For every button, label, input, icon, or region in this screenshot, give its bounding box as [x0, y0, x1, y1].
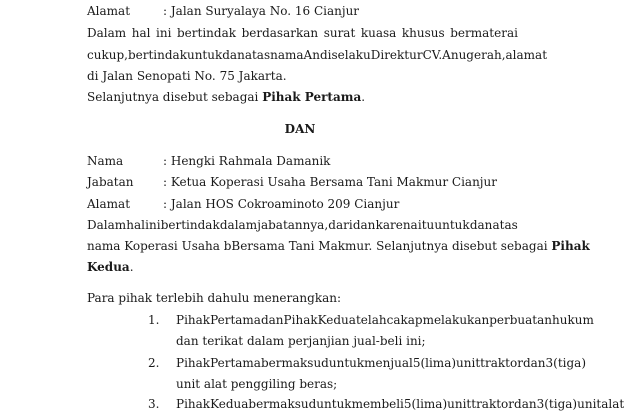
word: traktor: [480, 356, 523, 370]
word: Pihak: [176, 356, 211, 370]
nama-value: : Hengki Rahmala Damanik: [163, 154, 331, 168]
word: (lima): [411, 397, 448, 411]
para2-line3-suffix: .: [129, 260, 134, 274]
word: karena: [375, 218, 418, 232]
item1-line2: dan terikat dalam perjanjian jual-beli ini;: [176, 334, 426, 348]
word: dalam: [219, 218, 258, 232]
word: Pertama: [210, 356, 261, 370]
word: dan: [352, 218, 376, 232]
alamat-value: : Jalan Suryalaya No. 16 Cianjur: [163, 4, 360, 18]
word: 5: [412, 356, 421, 370]
alamat-label: Alamat: [87, 4, 131, 18]
word: itu: [417, 218, 435, 232]
word: jabatannya,: [257, 218, 329, 232]
word: dan: [514, 397, 537, 411]
word: unit: [447, 397, 472, 411]
word: untuk: [316, 397, 352, 411]
item2-number: 2.: [148, 356, 160, 370]
word: (lima): [420, 356, 457, 370]
word: 5: [403, 397, 412, 411]
dan-heading: DAN: [284, 122, 316, 136]
word: untuk: [186, 48, 223, 62]
para1-line4: [87, 89, 365, 105]
word: dari: [328, 218, 353, 232]
word: cakap: [386, 313, 423, 327]
word: untuk: [434, 218, 470, 232]
para1-line1: [87, 25, 518, 41]
item1-line1: [176, 312, 594, 328]
word: hukum: [552, 313, 594, 327]
word: Direktur: [370, 48, 423, 62]
word: traktor: [471, 397, 515, 411]
alamat2-value: : Jalan HOS Cokroaminoto 209 Cianjur: [163, 197, 400, 211]
item1-number: 1.: [148, 313, 160, 327]
word: berdasarkan: [241, 26, 319, 40]
word: unit: [456, 356, 481, 370]
word: ini: [145, 218, 161, 232]
word: membeli: [351, 397, 404, 411]
word: cukup,: [87, 48, 128, 62]
word: unit: [577, 397, 602, 411]
jabatan-value: : Ketua Koperasi Usaha Bersama Tani Makmur Cianjur: [163, 175, 497, 189]
word: kuasa: [360, 26, 397, 40]
word: alamat: [505, 48, 548, 62]
word: bermaksud: [248, 397, 317, 411]
para2-line2: [87, 238, 590, 254]
word: bertindak: [127, 48, 187, 62]
word: (tiga): [553, 356, 587, 370]
word: Andi: [303, 48, 332, 62]
jabatan-label: Jabatan: [87, 175, 134, 189]
item2-line2: unit alat penggiling beras;: [176, 377, 338, 391]
word: Pihak: [283, 313, 318, 327]
word: menjual: [364, 356, 413, 370]
item3-number: 3.: [148, 397, 160, 411]
word: ini: [156, 26, 172, 40]
kedua-label: Kedua: [87, 260, 130, 274]
nama-label: Nama: [87, 154, 124, 168]
word: bermaterai: [450, 26, 518, 40]
word: bermaksud: [260, 356, 329, 370]
word: dan: [222, 48, 245, 62]
word: bertindak: [176, 26, 236, 40]
word: hal: [126, 218, 146, 232]
word: atas: [244, 48, 271, 62]
pihak-pertama-label: Pihak Pertama: [262, 90, 362, 104]
word: Kedua: [317, 313, 356, 327]
word: nama: [270, 48, 304, 62]
word: selaku: [331, 48, 371, 62]
word: Pihak: [176, 313, 211, 327]
word: 3: [536, 397, 545, 411]
word: untuk: [328, 356, 365, 370]
alamat2-label: Alamat: [87, 197, 131, 211]
item3-line1: [176, 396, 624, 412]
word: hal: [131, 26, 151, 40]
word: surat: [323, 26, 356, 40]
para2-line3: [87, 259, 134, 275]
para1-line2: [87, 47, 548, 63]
word: 3: [545, 356, 554, 370]
word: perbuatan: [489, 313, 553, 327]
word: Pertama: [210, 313, 261, 327]
word: dan: [469, 218, 493, 232]
word: CV.: [422, 48, 443, 62]
intro-text: Para pihak terlebih dahulu menerangkan:: [87, 291, 342, 305]
word: Dalam: [87, 218, 127, 232]
para1-line4-suffix: .: [361, 90, 366, 104]
item2-line1: [176, 355, 587, 371]
word: melakukan: [422, 313, 490, 327]
word: Kedua: [210, 397, 249, 411]
word: dan: [260, 313, 284, 327]
word: bertindak: [160, 218, 220, 232]
para1-line3: di Jalan Senopati No. 75 Jakarta.: [87, 69, 287, 83]
word: (tiga): [544, 397, 578, 411]
word: khusus: [401, 26, 445, 40]
word: alat: [601, 397, 624, 411]
word: Dalam: [87, 26, 127, 40]
word: Pihak: [176, 397, 211, 411]
word: dan: [522, 356, 546, 370]
word: Anugerah,: [442, 48, 506, 62]
para2-line2-prefix: nama Koperasi Usaha bBersama Tani Makmur. Selanjutnya disebut sebagai: [87, 239, 552, 253]
para1-line4-prefix: Selanjutnya disebut sebagai: [87, 90, 263, 104]
para2-line1: [87, 217, 518, 233]
word: telah: [355, 313, 387, 327]
word: atas: [492, 218, 518, 232]
pihak-label: Pihak: [551, 239, 590, 253]
